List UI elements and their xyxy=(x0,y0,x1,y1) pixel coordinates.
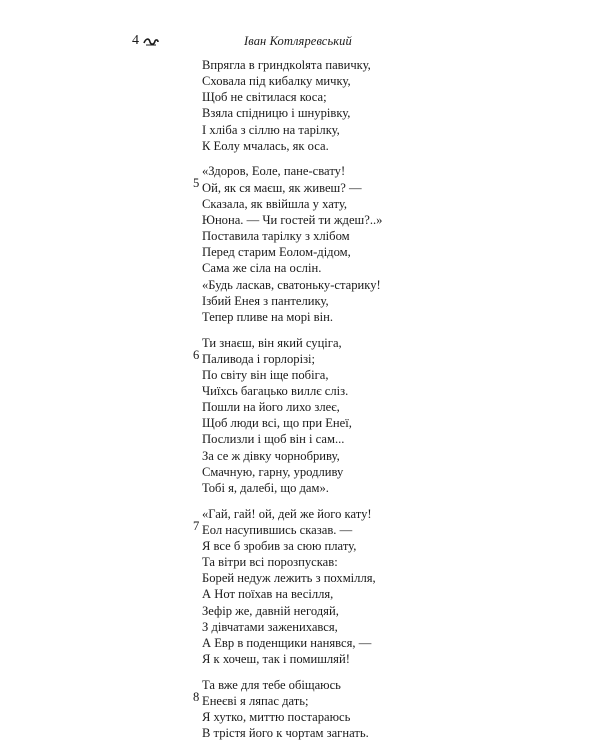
stanza xyxy=(193,163,532,325)
poem-line: З дівчатами заженихався, xyxy=(202,619,338,634)
poem-text xyxy=(193,57,532,751)
stanza-number: 5 xyxy=(193,176,200,191)
poem-line: Щоб люди всі, що при Енеї, xyxy=(202,416,352,431)
poem-line: Юнона. — Чи гостей ти ждеш?..» xyxy=(202,212,383,227)
poem-line: Ізбий Енея з пантелику, xyxy=(202,293,329,308)
poem-line: Пошли на його лихо злеє, xyxy=(202,400,340,415)
poem-line: Еол насупившись сказав. — xyxy=(202,522,353,537)
poem-line: За се ж дівку чорнобриву, xyxy=(202,448,340,463)
poem-line: Я все б зробив за сюю плату, xyxy=(202,538,357,553)
poem-line: Взяла спідницю і шнурівку, xyxy=(202,106,351,121)
running-header: Іван Котляревський xyxy=(244,34,352,48)
poem-line: Я к хочеш, так і помишляй! xyxy=(202,651,350,666)
stanza-number: 7 xyxy=(193,518,200,533)
poem-line: Тобі я, далебі, що дам». xyxy=(202,480,329,495)
poem-line: Я хутко, миттю постараюсь xyxy=(202,709,351,724)
poem-line: Смачную, гарну, уродливу xyxy=(202,464,344,479)
poem-line: Впрягла в гриндкolята павичку, xyxy=(202,58,371,72)
poem-line: Енеєві я ляпас дать; xyxy=(202,693,309,708)
poem-line: Зефір же, давній негодяй, xyxy=(202,603,339,618)
poem-line: Тепер пливе на морі він. xyxy=(202,309,333,324)
poem-line: Борей недуж лежить з похмілля, xyxy=(202,571,376,586)
stanza xyxy=(193,506,532,668)
poem-line: А Нот поїхав на весілля, xyxy=(202,587,334,602)
stanza xyxy=(193,677,532,742)
poem-line: Щоб не світилася коса; xyxy=(202,90,327,105)
poem-line: В трістя його к чортам загнать. xyxy=(202,726,369,741)
stanza xyxy=(193,335,532,497)
poem-line: Ой, як ся маєш, як живеш? — xyxy=(202,180,362,195)
poem-line: А Евр в поденщики нанявся, — xyxy=(202,635,372,650)
poem-line: Сховала під кибалку мичку, xyxy=(202,74,351,89)
poem-line: Чиїхсь багацько виллє сліз. xyxy=(202,383,349,398)
poem-line: «Гай, гай! ой, дей же його кату! xyxy=(202,506,372,521)
poem-line: Паливода і горлорізі; xyxy=(202,351,316,366)
page-number: 4 xyxy=(132,33,139,48)
poem-line: Ти знаєш, він який суціга, xyxy=(202,335,342,350)
poem-line: К Еолу мчалась, як оса. xyxy=(202,138,329,153)
poem-line: По світу він іще побіга, xyxy=(202,367,329,382)
poem-line: Послизли і щоб він і сам... xyxy=(202,432,345,447)
poem-line: Поставила тарілку з хлібом xyxy=(202,229,350,244)
stanza-number: 6 xyxy=(193,347,200,362)
stanza-number: 8 xyxy=(193,689,200,704)
stanza xyxy=(202,57,532,154)
poem-line: Сказала, як ввійшла у хату, xyxy=(202,196,348,211)
poem-line: І хліба з сіллю на тарілку, xyxy=(202,122,340,137)
poem-line: «Будь ласкав, сватоньку-старику! xyxy=(202,277,381,292)
ornament-icon xyxy=(143,37,159,47)
poem-line: Перед старим Еолом-дідом, xyxy=(202,245,351,260)
poem-line: «Здоров, Еоле, пане-свату! xyxy=(202,164,346,179)
poem-line: Сама же сіла на ослін. xyxy=(202,261,322,276)
poem-line: Та вже для тебе обіщаюсь xyxy=(202,677,341,692)
poem-line: Та вітри всі порозпускав: xyxy=(202,555,338,570)
